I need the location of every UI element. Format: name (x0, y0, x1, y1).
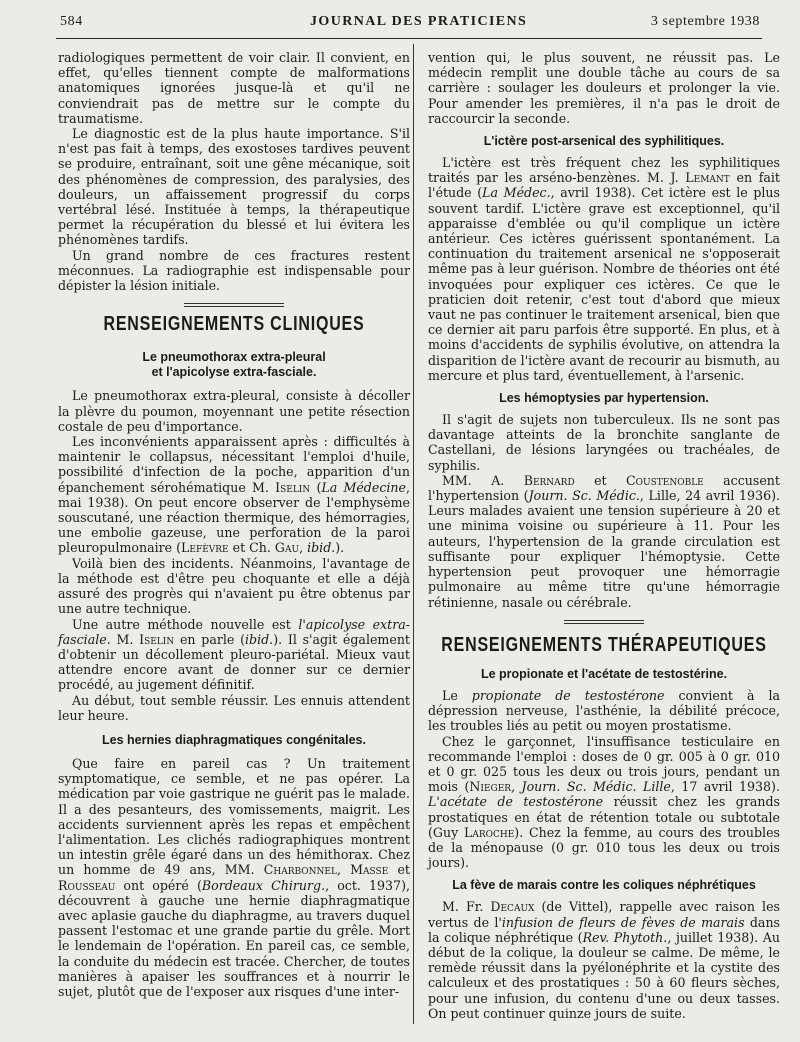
journal-ref: La Médec. (482, 185, 551, 201)
subsection-title: Le propionate et l'acétate de testostérine. (480, 666, 728, 681)
term: propionate de testostérone (471, 687, 665, 703)
journal-ref: Journ. Sc. Médic. Lille (521, 779, 671, 795)
subsection-title: Les hémoptysies par hypertension. (499, 391, 709, 406)
subsection-title-line: et l'apicolyse extra-fasciale. (151, 365, 317, 380)
author-name: Charbonnel (263, 862, 337, 878)
page-number: 584 (60, 14, 83, 29)
paragraph: L'ictère est très fréquent chez les syphilitiques traités par les arséno-benzènes. M. J. Lemant en fait l'étude (La Médec., avril 1938). Cet ictère est le plus souvent tardif. L'ictère grave est exceptionnel, qu'il apparaisse d'emblée ou qu'il complique un ictère antérieur. Ces ictères guérissent spontanément. La continuation du traitement arsenical ne s'opposerait même pas à leur guérison. Nombre de théories ont été invoquées pour expliquer ces ictères. Ce que le praticien doit retenir, c'est tout d'abord que mieux vaut ne pas continuer le traitement arsenical, bien que ce dernier ait paru parfois être supporté. En plus, et à moins d'accidents de syphilis évolutive, on attendra la disparition de l'ictère avant de recourir au bismuth, au mercure et plus tard, éventuellement, à l'arsenic. (428, 155, 780, 383)
paragraph: Il s'agit de sujets non tuberculeux. Ils ne sont pas davantage atteints de la bronchite sanglante de Castellani, de lésions laryngées ou trachéales, de syphilis. (428, 412, 780, 473)
section-title: RENSEIGNEMENTS CLINIQUES (103, 314, 365, 336)
term: l'apicolyse extra-fasciale (58, 616, 411, 647)
paragraph: Au début, tout semble réussir. Les ennuis attendent leur heure. (58, 692, 410, 723)
author-name: Bernard (523, 472, 575, 488)
paragraph: Que faire en pareil cas ? Un traitement symptomatique, ce semble, et ne pas opérer. La médication par voie gastrique ne guérit pas le malade. Il a des pesanteurs, des vomissements, maigrit. Les accidents surviennent après les repas et empêchent l'alimentation. Les clichés radiographiques montrent un intestin grêle égaré dans un des hémithorax. Chez un homme de 49 ans, MM. Charbonnel, Masse et Rousseau ont opéré (Bordeaux Chirurg., oct. 1937), découvrent à gauche une hernie diaphragmatique avec aplasie gauche du diaphragme, au travers duquel passent l'estomac et une grande partie du grêle. Mort le lendemain de l'opération. En pareil cas, ce semble, la conduite du médecin est tracée. Chercher, de toutes manières à apaiser les souffrances et à nourrir le sujet, plutôt que de l'exposer aux risques d'une inter- (58, 755, 410, 999)
author-name: Gau (274, 540, 300, 556)
left-column (58, 50, 410, 999)
paragraph: Le diagnostic est de la plus haute importance. S'il n'est pas fait à temps, des exostoses tardives peuvent se produire, entraînant, soit une gêne mécanique, soit des phénomènes de compression, des paralysies, des douleurs, un affaissement progressif du corps vertébral lésé. Instituée à temps, la thérapeutique permet la récupération du blessé et lui évitera les phénomènes tardifs. (58, 126, 410, 248)
paragraph: Le pneumothorax extra-pleural, consiste à décoller la plèvre du poumon, moyennant une petite résection costale de peu d'importance. (58, 388, 410, 434)
journal-ref: Journ. Sc. Médic. (528, 488, 640, 504)
paragraph: Un grand nombre de ces fractures restent méconnues. La radiographie est indispensable pour dépister la lésion initiale. (58, 247, 410, 294)
journal-ref: La Médecine (321, 479, 406, 495)
column-divider (413, 44, 414, 1024)
author-name: Coustenoble (626, 472, 704, 488)
author-name: Laroche (463, 824, 515, 840)
issue-date: 3 septembre 1938 (650, 14, 760, 29)
author-name: Lefèvre (181, 540, 229, 556)
header-rule (56, 38, 762, 39)
subsection-title-line: Le pneumothorax extra-pleural (142, 350, 326, 365)
paragraph: M. Fr. Decaux (de Vittel), rappelle avec raison les vertus de l'infusion de fleurs de fèves de marais dans la colique néphrétique (Rev. Phytoth., juillet 1938). Au début de la colique, la douleur se calme. De même, le remède réussit dans la pyélonéphrite et la cystite des calculeux et des prostatiques : 50 à 60 fleurs sèches, pour une infusion, du contenu d'une ou deux tasses. On peut continuer quinze jours de suite. (428, 899, 781, 1021)
subsection-title: La fève de marais contre les coliques néphrétiques (452, 878, 756, 893)
paragraph: Une autre méthode nouvelle est l'apicolyse extra-fasciale. M. Iselin en parle (ibid.). Il s'agit également d'obtenir un décollement pleuro-pariétal. Mieux vaut attendre encore avant de donner sur ce dernier procédé, au jugement définitif. (58, 616, 411, 693)
author-name: Iselin (139, 631, 175, 647)
subsection-title (58, 350, 410, 380)
paragraph: Le propionate de testostérone convient à la dépression nerveuse, l'asthénie, la débilité précoce, les troubles liés au petit ou moyen prostatisme. (428, 687, 780, 734)
journal-ref: Rev. Phytoth. (582, 929, 668, 945)
subsection-title: Les hernies diaphragmatiques congénitales. (102, 732, 366, 747)
journal-title: JOURNAL DES PRATICIENS (310, 14, 528, 29)
running-header (60, 14, 760, 36)
term: infusion de fleurs de fèves de marais (501, 914, 745, 930)
paragraph: Les inconvénients apparaissent après : difficultés à maintenir le collapsus, nécessitant l'emploi d'huile, possibilité d'infection de la poche, apparition d'un épanchement sérohématique M. Iselin (La Médecine, mai 1938). On peut encore observer de l'emphysème souscutané, une réaction thermique, des hémorragies, une embolie gazeuse, une perforation de la paroi pleuropulmonaire (Lefèvre et Ch. Gau, ibid.). (58, 434, 410, 556)
paragraph: Chez le garçonnet, l'insuffisance testiculaire en recommande l'emploi : doses de 0 gr. 005 à 0 gr. 010 et 0 gr. 025 tous les deux ou trois jours, pendant un mois (Nieger, Journ. Sc. Médic. Lille, 17 avril 1938). L'acétate de testostérone réussit chez les grands prostatiques en état de rétention totale ou subtotale (Guy Laroche). Chez la femme, au cours des troubles de la ménopause (0 gr. 010 tous les deux ou trois jours). (428, 733, 780, 871)
journal-ref: Bordeaux Chirurg. (201, 877, 326, 893)
author-name: Rousseau (58, 877, 116, 893)
paragraph: vention qui, le plus souvent, ne réussit pas. Le médecin remplit une double tâche au cours de sa carrière : soulager les douleurs et prolonger la vie. Pour amender les premières, il n'a pas le droit de raccourcir la seconde. (428, 50, 780, 126)
author-name: Nieger (469, 779, 512, 795)
term: L'acétate de testostérone (428, 794, 604, 810)
subsection-title: L'ictère post-arsenical des syphilitiques. (483, 134, 725, 149)
paragraph: MM. A. Bernard et Coustenoble accusent l'hypertension (Journ. Sc. Médic., Lille, 24 avril 1936). Leurs malades avaient une tension supérieure à 20 et une minima voisine ou supérieure à 11. Pour les auteurs, l'hypertension de la grande circulation est suffisante pour expliquer l'hémoptysie. Cette hypertension peut provoquer une hémorragie pulmonaire au même titre qu'une hémorragie rétinienne, nasale ou cérébrale. (428, 472, 781, 610)
author-name: Iselin (275, 479, 311, 495)
paragraph: radiologiques permettent de voir clair. Il convient, en effet, qu'elles tiennent compte de malformations anatomiques ignorées jusque-là et qu'il ne conviendrait pas de mettre sur le compte du traumatisme. (58, 50, 410, 126)
paragraph: Voilà bien des incidents. Néanmoins, l'avantage de la méthode est d'être peu choquante et elle a déjà assuré des progrès qui n'avaient pu être obtenus par une autre technique. (58, 555, 410, 617)
section-title: RENSEIGNEMENTS THÉRAPEUTIQUES (441, 634, 767, 656)
author-name: Lemant (685, 170, 730, 186)
author-name: Masse (350, 862, 389, 878)
right-column (428, 50, 780, 1021)
author-name: Decaux (490, 899, 535, 915)
